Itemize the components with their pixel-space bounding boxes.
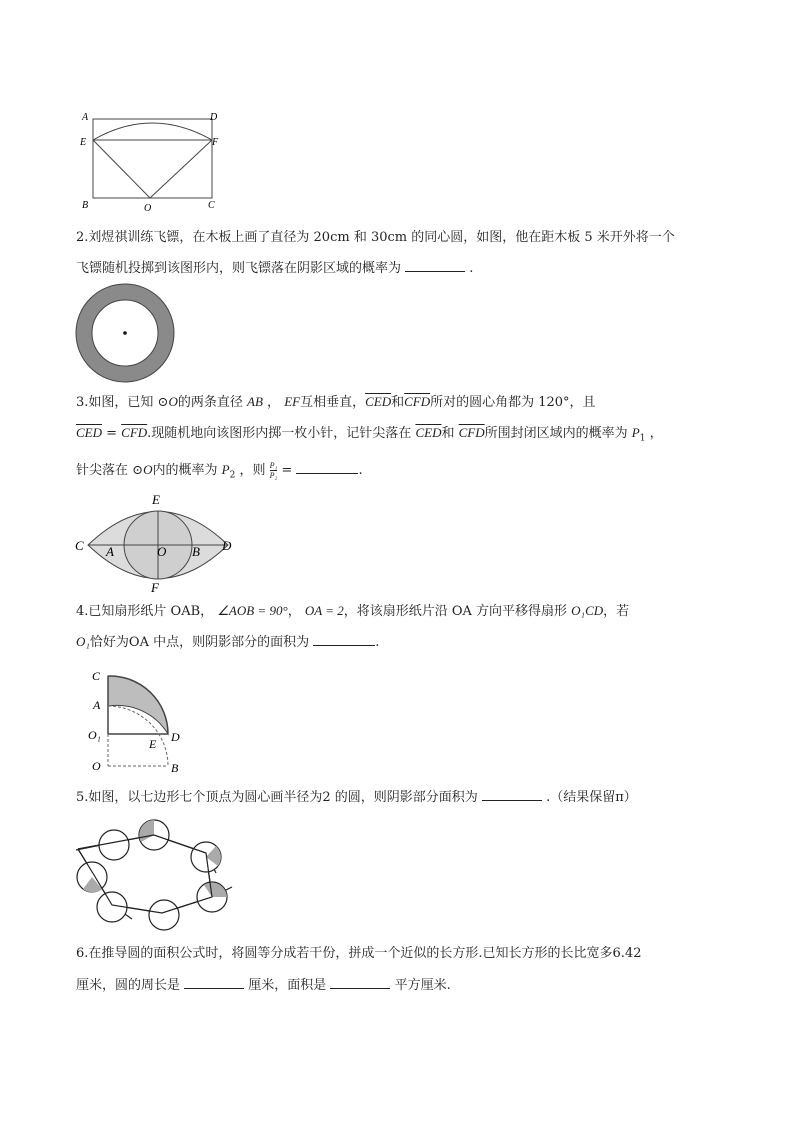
q4-line2: [76, 633, 379, 652]
q6-area-blank[interactable]: [330, 976, 390, 989]
q3-eq-2: =: [281, 463, 293, 478]
q4-oa: OA = 2: [304, 603, 344, 618]
label-C: C: [92, 669, 101, 683]
q3-text-2a: .现随机地向该图形内掷一枚小针，记针尖落在: [147, 426, 412, 441]
q3-text-3c: ，则: [239, 463, 266, 478]
q3-fraction: [270, 461, 278, 480]
q4-text-a: 4.已知扇形纸片 OAB，: [76, 604, 214, 619]
q6-line1: [76, 945, 641, 963]
label-O1: O₁: [88, 728, 101, 742]
label-F: F: [151, 580, 159, 595]
label-E: E: [80, 137, 87, 148]
q3-p2: P: [221, 462, 230, 477]
q4-text-c: ，将该扇形纸片沿 OA 方向平移得扇形: [343, 604, 568, 619]
q3-arc-cfd-3: $\overline{CFD}$: [458, 425, 485, 440]
figure-heptagon-circles: [72, 815, 240, 931]
q2-line1: [76, 229, 675, 247]
q3-ab: AB: [247, 394, 263, 409]
q3-text-3b: 内的概率为: [152, 463, 218, 478]
circle-symbol: ⊙: [157, 395, 169, 410]
label-B: B: [171, 761, 179, 775]
label-A: A: [106, 544, 114, 559]
q6-text-1: 6.在推导圆的面积公式时，将圆等分成若干份，拼成一个近似的长方形.已知长方形的长比宽多6.42: [76, 946, 642, 961]
q3-frac-den: P₂: [269, 471, 278, 480]
q4-text-2a: 恰好为OA 中点，则阴影部分的面积为: [89, 635, 310, 650]
q3-comma-2: ，: [649, 426, 663, 441]
q3-arc-ced-2: $\overline{CED}$: [76, 425, 102, 440]
q3-p1: P: [631, 425, 640, 440]
q3-text-b: 的两条直径: [177, 395, 243, 410]
q4-period: .: [375, 635, 380, 650]
label-E: E: [152, 492, 160, 507]
q6-line2: [76, 976, 451, 995]
q3-period: .: [358, 463, 363, 478]
q3-frac-num: P₁: [269, 461, 278, 470]
label-D: D: [171, 730, 180, 744]
label-C: C: [75, 538, 84, 553]
label-A: A: [93, 698, 101, 712]
label-O: O: [157, 544, 167, 559]
q3-text-d: 互相垂直，: [300, 395, 366, 410]
q3-text-a: 3.如图，已知: [76, 395, 154, 410]
label-B: B: [192, 544, 200, 559]
label-B: B: [82, 200, 89, 211]
q4-comma: ，: [287, 604, 301, 619]
q3-p1-sub: 1: [639, 433, 646, 444]
q6-circumference-blank[interactable]: [184, 976, 244, 989]
label-O: O: [144, 203, 152, 214]
q6-text-2b: 厘米，面积是: [248, 978, 327, 993]
label-D: D: [210, 112, 218, 123]
label-O: O: [92, 759, 101, 773]
q3-ef: EF: [284, 394, 301, 409]
label-A: A: [82, 112, 89, 123]
q3-comma: ，: [267, 395, 281, 410]
label-C: C: [208, 200, 215, 211]
q3-arc-ced: $\overline{CED}$: [365, 394, 392, 409]
q2-text-2: 飞镖随机投掷到该图形内，则飞镖落在阴影区域的概率为: [76, 261, 402, 276]
q4-answer-blank[interactable]: [313, 633, 375, 646]
q4-o1cd: O₁CD: [571, 603, 604, 618]
q4-text-d: ，若: [603, 604, 630, 619]
q3-he-2: 和: [441, 426, 455, 441]
q3-text-3a: 针尖落在: [76, 463, 129, 478]
label-F: F: [212, 137, 219, 148]
q3-circle-o: O: [168, 394, 178, 409]
q3-answer-blank[interactable]: [296, 461, 358, 474]
q3-arc-cfd-2: $\overline{CFD}$: [121, 425, 148, 440]
q2-period: .: [469, 261, 474, 276]
q2-answer-blank[interactable]: [405, 259, 465, 272]
figure-rectangle-sector: [76, 108, 226, 216]
q2-text-1: 2.刘煜祺训练飞镖，在木板上画了直径为 20cm 和 30cm 的同心圆，如图，他在距木板 5 米开外将一个: [76, 230, 675, 245]
q5-end: .（结果保留π）: [546, 790, 637, 805]
q4-line1: [76, 602, 629, 621]
q5-text: 5.如图，以七边形七个顶点为圆心画半径为2 的圆，则阴影部分面积为: [76, 790, 478, 805]
q5-line1: [76, 788, 637, 807]
figure-translated-sector: [84, 664, 194, 776]
q3-line2: [76, 424, 663, 448]
q5-answer-blank[interactable]: [482, 788, 542, 801]
label-D: D: [222, 538, 232, 553]
q2-line2: [76, 259, 473, 278]
q3-line1: [76, 393, 596, 412]
q3-circle-o-2: O: [143, 462, 153, 477]
q4-angle: ∠AOB = 90°: [217, 603, 288, 618]
q4-o1: O₁: [76, 634, 90, 649]
q3-eq: =: [102, 426, 122, 441]
q6-text-2c: 平方厘米.: [394, 978, 451, 993]
q3-arc-cfd: $\overline{CFD}$: [404, 394, 431, 409]
q6-text-2a: 厘米，圆的周长是: [76, 978, 181, 993]
circle-symbol-2: ⊙: [132, 463, 144, 478]
q3-line3: [76, 461, 363, 485]
figure-concentric-circles: [74, 283, 178, 387]
q3-arc-ced-3: $\overline{CED}$: [415, 425, 442, 440]
q3-p2-sub: 2: [229, 470, 236, 481]
q3-he: 和: [391, 395, 405, 410]
label-E: E: [149, 737, 157, 751]
q3-text-2b: 所围封闭区域内的概率为: [484, 426, 628, 441]
figure-eye-shape: [74, 490, 242, 598]
q3-text-e: 所对的圆心角都为 120°，且: [430, 395, 596, 410]
